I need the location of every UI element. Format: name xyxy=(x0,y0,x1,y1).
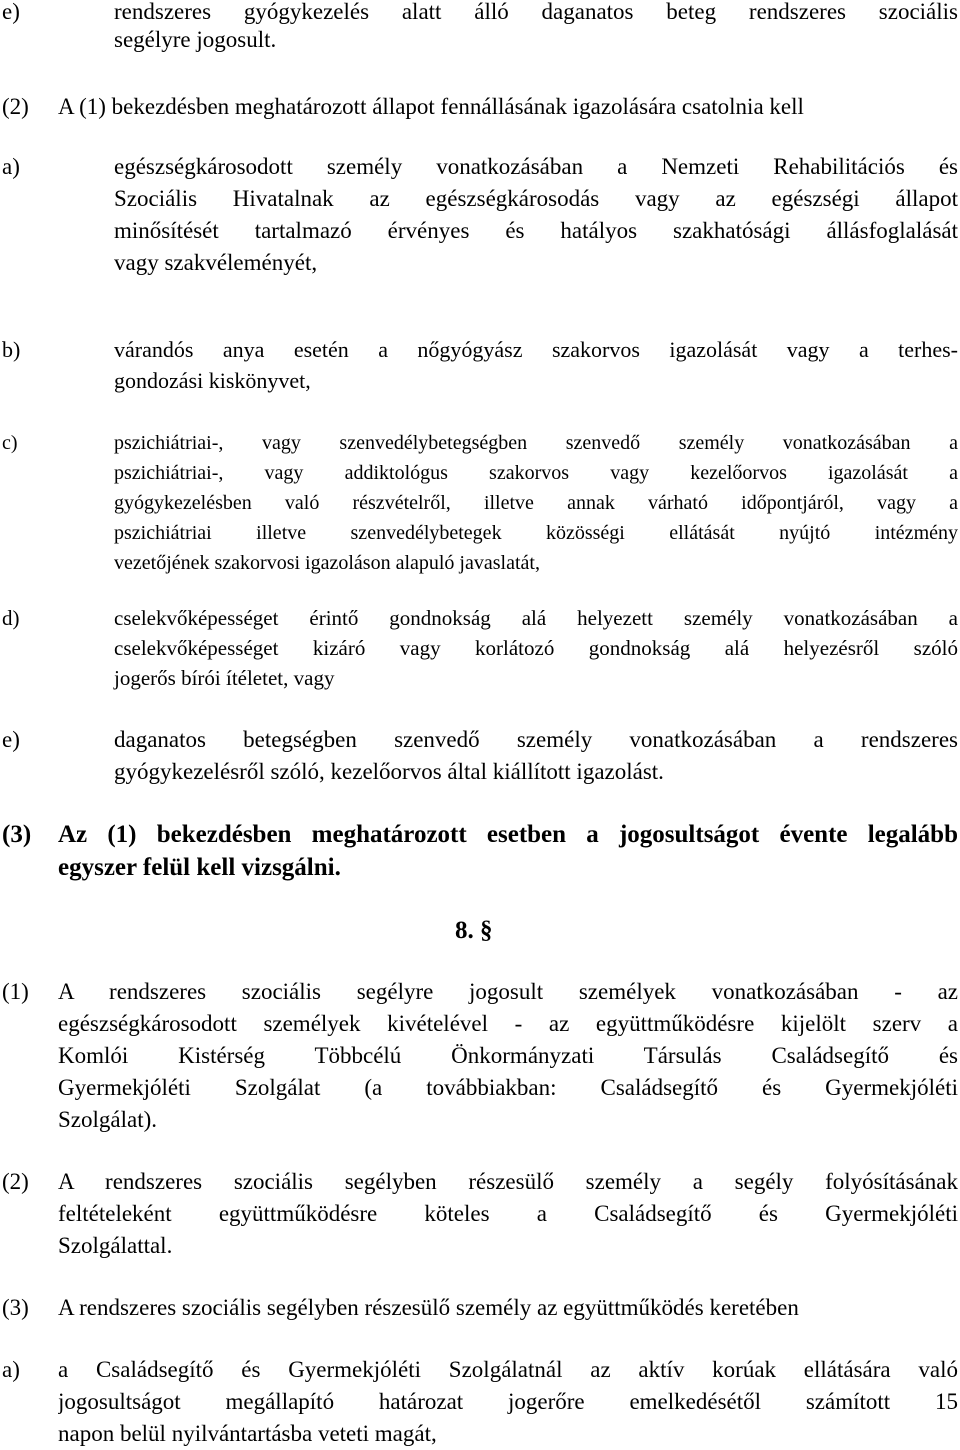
paragraph-label: d) xyxy=(2,606,20,630)
paragraph-line: feltételeként együttműködésre köteles a Családsegítő és Gyermekjóléti xyxy=(58,1202,958,1226)
paragraph-line: cselekvőképességet érintő gondnokság alá helyezett személy vonatkozásában a xyxy=(114,608,958,630)
paragraph-label: (1) xyxy=(2,979,29,1004)
paragraph-label: (2) xyxy=(2,94,29,119)
paragraph-label: a) xyxy=(2,1357,20,1382)
paragraph-line: a Családsegítő és Gyermekjóléti Szolgálatnál az aktív korúak ellátására való xyxy=(58,1358,958,1382)
paragraph-line: 8. § xyxy=(455,917,493,944)
paragraph-line: Szolgálattal. xyxy=(58,1233,173,1258)
paragraph-line: jogerős bírói ítéletet, vagy xyxy=(114,666,335,690)
paragraph-line: gyógykezelésről szóló, kezelőorvos által kiállított igazolást. xyxy=(114,759,664,784)
paragraph-line: várandós anya esetén a nőgyógyász szakorvos igazolását vagy a terhes- xyxy=(114,339,958,362)
paragraph-line: pszichiátriai-, vagy addiktológus szakorvos vagy kezelőorvos igazolását a xyxy=(114,463,958,484)
paragraph-line: vagy szakvéleményét, xyxy=(114,250,318,275)
paragraph-line: segélyre jogosult. xyxy=(114,27,277,52)
paragraph-line: A rendszeres szociális segélyben részesülő személy az együttműködés keretében xyxy=(58,1295,799,1320)
paragraph-line: Szociális Hivatalnak az egészségkárosodás vagy az egészségi állapot xyxy=(114,187,958,211)
paragraph-line: jogosultságot megállapító határozat jogerőre emelkedésétől számított 15 xyxy=(58,1390,958,1414)
paragraph-line: daganatos betegségben szenvedő személy vonatkozásában a rendszeres xyxy=(114,728,958,752)
paragraph-line: pszichiátriai-, vagy szenvedélybetegségben szenvedő személy vonatkozásában a xyxy=(114,433,958,454)
paragraph-label: e) xyxy=(2,727,20,752)
paragraph-line: egyszer felül kell vizsgálni. xyxy=(58,854,341,881)
paragraph-line: egészségkárosodott személyek kivételével - az együttműködésre kijelölt szerv a xyxy=(58,1012,958,1036)
paragraph-label: e) xyxy=(2,0,20,24)
paragraph-line: minősítését tartalmazó érvényes és hatályos szakhatósági állásfoglalását xyxy=(114,219,958,243)
paragraph-line: A rendszeres szociális segélyben részesülő személy a segély folyósításának xyxy=(58,1170,958,1194)
paragraph-line: napon belül nyilvántartásba veteti magát, xyxy=(58,1421,437,1446)
paragraph-line: gondozási kiskönyvet, xyxy=(114,368,311,393)
paragraph-line: cselekvőképességet kizáró vagy korlátozó gondnokság alá helyezésről szóló xyxy=(114,638,958,660)
paragraph-line: Komlói Kistérség Többcélú Önkormányzati Társulás Családsegítő és xyxy=(58,1044,958,1068)
paragraph-label: c) xyxy=(2,432,18,454)
paragraph-line: rendszeres gyógykezelés alatt álló daganatos beteg rendszeres szociális xyxy=(114,0,958,24)
paragraph-label: (2) xyxy=(2,1169,29,1194)
paragraph-line: pszichiátriai illetve szenvedélybetegek közösségi ellátását nyújtó intézmény xyxy=(114,523,958,544)
paragraph-label: a) xyxy=(2,154,20,179)
paragraph-label: (3) xyxy=(2,821,32,848)
paragraph-label: (3) xyxy=(2,1295,29,1320)
paragraph-line: Az (1) bekezdésben meghatározott esetben a jogosultságot évente legalább xyxy=(58,822,958,848)
paragraph-line: vezetőjének szakorvosi igazoláson alapuló javaslatát, xyxy=(114,552,540,574)
paragraph-label: b) xyxy=(2,337,21,362)
paragraph-line: A (1) bekezdésben meghatározott állapot fennállásának igazolására csatolnia kell xyxy=(58,94,804,119)
paragraph-line: egészségkárosodott személy vonatkozásában a Nemzeti Rehabilitációs és xyxy=(114,155,958,179)
paragraph-line: A rendszeres szociális segélyre jogosult személyek vonatkozásában - az xyxy=(58,980,958,1004)
paragraph-line: gyógykezelésben való részvételről, illetve annak várható időpontjáról, vagy a xyxy=(114,493,958,514)
paragraph-line: Gyermekjóléti Szolgálat (a továbbiakban: Családsegítő és Gyermekjóléti xyxy=(58,1076,958,1100)
paragraph-line: Szolgálat). xyxy=(58,1107,157,1132)
